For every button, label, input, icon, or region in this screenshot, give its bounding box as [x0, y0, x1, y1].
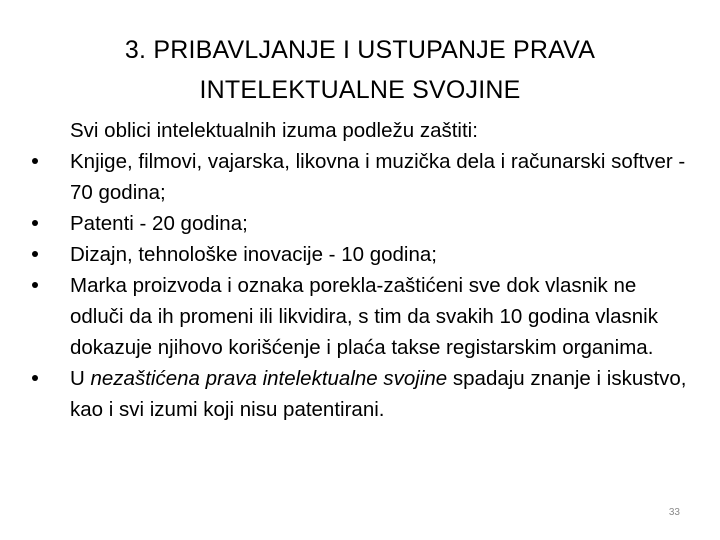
slide-title-line-2: INTELEKTUALNE SVOJINE — [199, 76, 521, 104]
bullet-item — [30, 363, 690, 425]
slide-body — [30, 115, 690, 425]
bullet-icon — [32, 375, 38, 381]
bullet-icon — [32, 158, 38, 164]
bullet-text: Dizajn, tehnološke inovacije - 10 godina; — [70, 243, 437, 266]
bullet-text: Knjige, filmovi, vajarska, likovna i muzička dela i računarski softver - 70 godina; — [70, 150, 686, 204]
page-number: 33 — [668, 507, 680, 518]
bullet-text-italic: nezaštićena prava intelektualne svojine — [90, 367, 448, 390]
bullet-icon — [32, 251, 38, 257]
bullet-item — [30, 239, 690, 270]
bullet-item — [30, 146, 690, 208]
bullet-text: Marka proizvoda i oznaka porekla-zaštićeni sve dok vlasnik ne odluči da ih promeni ili likvidira, s tim da svakih 10 godina vlasnik dokazuje njihovo korišćenje i plaća takse registarskim organima. — [70, 274, 658, 359]
bullet-list — [30, 146, 690, 425]
slide-title-line-1: 3. PRIBAVLJANJE I USTUPANJE PRAVA — [124, 36, 596, 64]
slide-title — [60, 30, 660, 110]
bullet-item — [30, 208, 690, 239]
bullet-icon — [32, 220, 38, 226]
bullet-icon — [32, 282, 38, 288]
bullet-text: Patenti - 20 godina; — [70, 212, 248, 235]
bullet-text-prefix: U — [70, 367, 91, 390]
intro-text: Svi oblici intelektualnih izuma podležu zaštiti: — [70, 119, 478, 142]
bullet-text-suffix: spadaju znanje i iskustvo, kao i svi izumi koji nisu patentirani. — [70, 367, 687, 421]
bullet-item — [30, 270, 690, 363]
